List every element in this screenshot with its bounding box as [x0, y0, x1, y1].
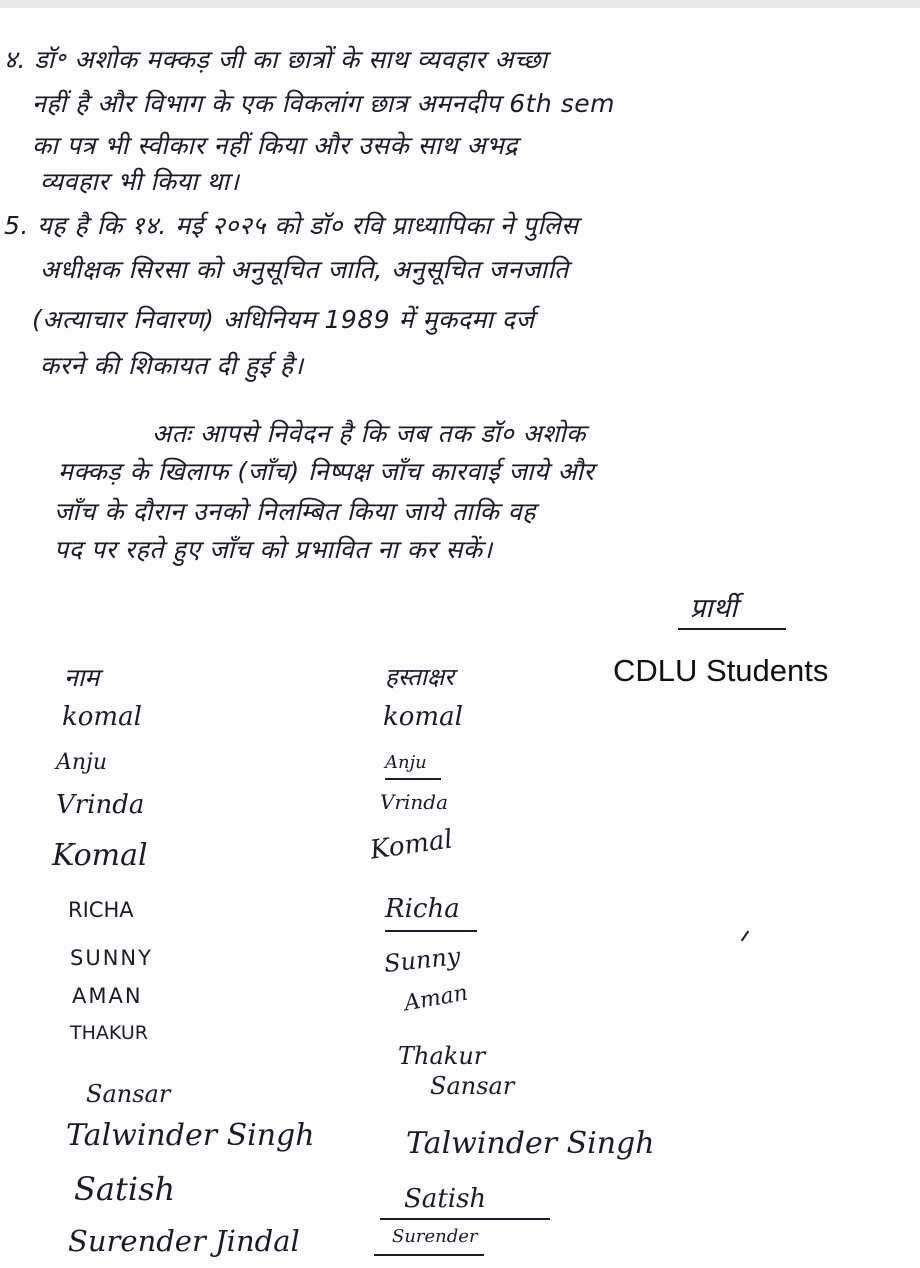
applicant-underline [678, 628, 786, 630]
signature-stroke [385, 930, 477, 932]
top-border [0, 0, 920, 8]
student-signature: Surender [392, 1226, 478, 1247]
student-name: Anju [56, 750, 108, 775]
signature-stroke [380, 1218, 550, 1220]
student-name: RICHA [68, 898, 134, 922]
signature-stroke [385, 778, 441, 780]
student-name: Vrinda [56, 790, 145, 820]
student-name: AMAN [72, 984, 143, 1008]
paragraph-line: अधीक्षक सिरसा को अनुसूचित जाति, अनुसूचित जनजाति [40, 255, 569, 284]
student-signature: Satish [404, 1184, 487, 1214]
applicant-label: प्रार्थी [690, 593, 738, 624]
paragraph-line: मक्कड़ के खिलाफ (जाँच) निष्पक्ष जाँच कारवाई जाये और [58, 457, 595, 486]
student-name: THAKUR [70, 1022, 148, 1044]
student-signature: Aman [402, 980, 470, 1017]
student-name: Komal [52, 838, 148, 873]
paragraph-line: नहीं है और विभाग के एक विकलांग छात्र अमनदीप 6th sem [32, 89, 615, 118]
signature-column-header: हस्ताक्षर [385, 663, 454, 691]
paragraph-line: का पत्र भी स्वीकार नहीं किया और उसके साथ अभद्र [32, 131, 518, 160]
paragraph-line: करने की शिकायत दी हुई है। [40, 351, 304, 380]
paragraph-line: जाँच के दौरान उनको निलम्बित किया जाये ताकि वह [54, 497, 536, 526]
student-signature: Talwinder Singh [406, 1126, 655, 1161]
student-signature: Richa [385, 894, 460, 924]
student-name: SUNNY [70, 946, 153, 970]
student-signature: Sansar [430, 1072, 515, 1100]
student-signature: Sunny [382, 942, 462, 978]
student-name: Satish [74, 1170, 176, 1208]
caption: CDLU Students [613, 653, 829, 688]
pen-mark [741, 931, 750, 942]
student-signature: Thakur [398, 1042, 486, 1070]
signature-stroke [374, 1254, 484, 1256]
student-signature: Anju [385, 752, 427, 773]
paragraph-line: ४. डॉ॰ अशोक मक्कड़ जी का छात्रों के साथ व्यवहार अच्छा [4, 45, 548, 74]
paragraph-line: (अत्याचार निवारण) अधिनियम 1989 में मुकदमा दर्ज [32, 305, 535, 334]
paragraph-line: अतः आपसे निवेदन है कि जब तक डॉ० अशोक [152, 419, 586, 448]
student-signature: Komal [368, 824, 455, 866]
paragraph-line: 5. यह है कि १४. मई २०२५ को डॉ० रवि प्राध्यापिका ने पुलिस [4, 211, 579, 240]
student-signature: Vrinda [380, 790, 449, 814]
student-signature: komal [383, 702, 463, 732]
student-name: komal [62, 702, 142, 732]
student-name: Surender Jindal [68, 1224, 300, 1258]
student-name: Talwinder Singh [66, 1118, 315, 1153]
paragraph-line: पद पर रहते हुए जाँच को प्रभावित ना कर सकें। [54, 535, 493, 564]
student-name: Sansar [86, 1080, 171, 1108]
paragraph-line: व्यवहार भी किया था। [40, 167, 240, 196]
name-column-header: नाम [64, 663, 100, 692]
